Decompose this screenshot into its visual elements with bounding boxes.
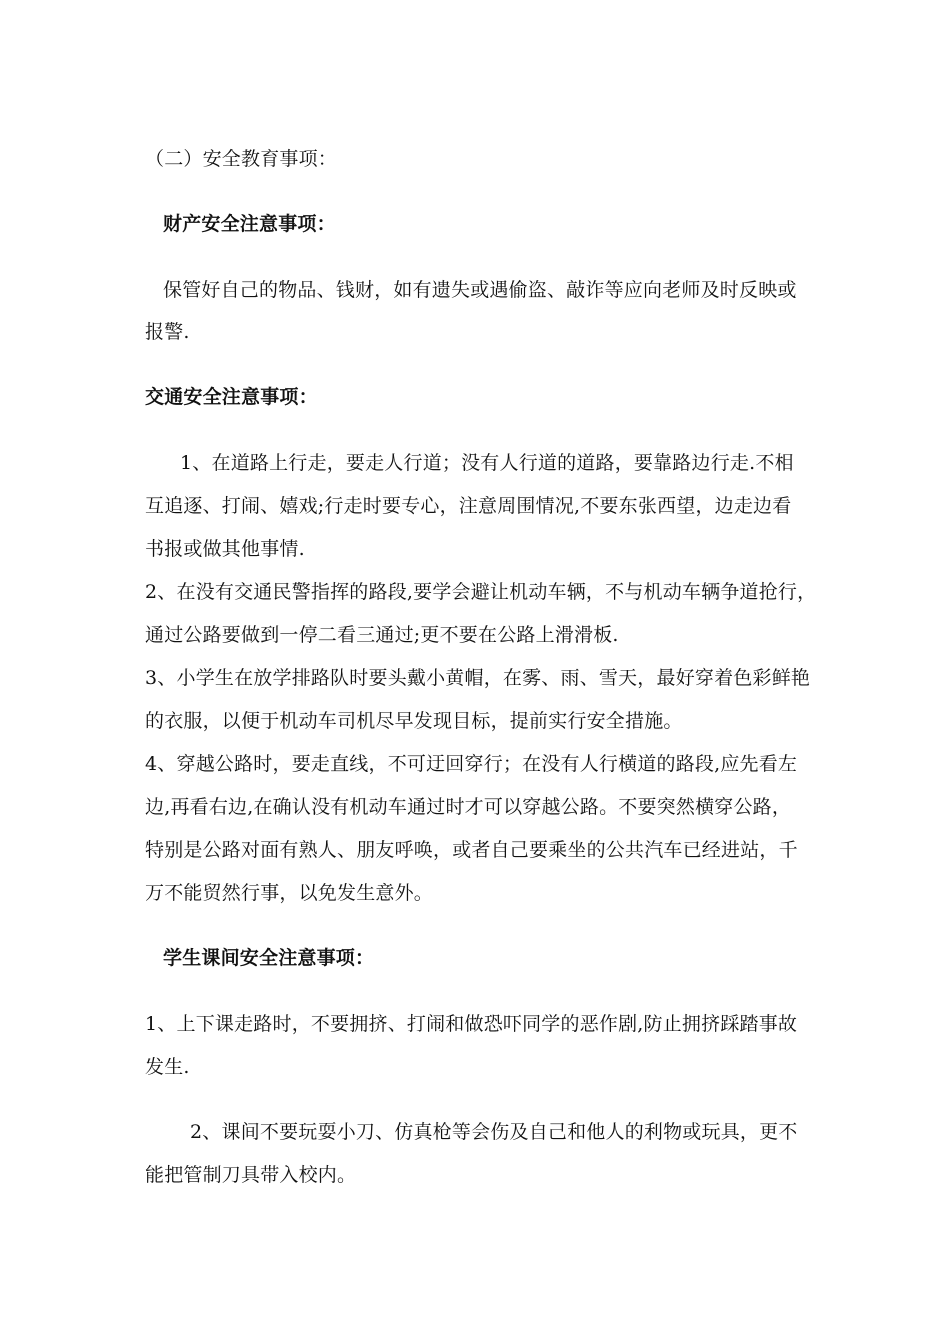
property-paragraph-line: 保管好自己的物品、钱财，如有遗失或遇偷盗、敲诈等应向老师及时反映或 xyxy=(163,279,797,301)
recess-item-line: 发生. xyxy=(145,1056,190,1078)
recess-safety-heading: 学生课间安全注意事项： xyxy=(163,947,375,969)
traffic-item-line: 通过公路要做到一停二看三通过;更不要在公路上滑滑板. xyxy=(145,624,619,646)
traffic-safety-heading: 交通安全注意事项： xyxy=(145,386,318,408)
traffic-item-line: 万不能贸然行事，以免发生意外。 xyxy=(145,882,434,904)
section-heading: （二）安全教育事项： xyxy=(145,148,338,170)
traffic-item-line: 4、穿越公路时，要走直线，不可迂回穿行；在没有人行横道的路段,应先看左 xyxy=(145,753,798,775)
traffic-item-line: 3、小学生在放学排路队时要头戴小黄帽，在雾、雨、雪天，最好穿着色彩鲜艳 xyxy=(145,667,811,689)
traffic-item-line: 的衣服，以便于机动车司机尽早发现目标，提前实行安全措施。 xyxy=(145,710,683,732)
traffic-item-line: 书报或做其他事情. xyxy=(145,538,305,560)
traffic-item-line: 边,再看右边,在确认没有机动车通过时才可以穿越公路。不要突然横穿公路， xyxy=(145,796,792,818)
traffic-item-line: 2、在没有交通民警指挥的路段,要学会避让机动车辆，不与机动车辆争道抢行， xyxy=(145,581,817,603)
traffic-item-line: 互追逐、打闹、嬉戏;行走时要专心，注意周围情况,不要东张西望，边走边看 xyxy=(145,495,792,517)
recess-item-line: 能把管制刀具带入校内。 xyxy=(145,1164,357,1186)
traffic-item-line: 特别是公路对面有熟人、朋友呼唤，或者自己要乘坐的公共汽车已经进站，千 xyxy=(145,839,798,861)
property-paragraph-line: 报警. xyxy=(145,321,190,343)
traffic-item-line: 1、在道路上行走，要走人行道；没有人行道的道路，要靠路边行走.不相 xyxy=(180,452,794,474)
property-safety-heading: 财产安全注意事项： xyxy=(163,213,336,235)
recess-item-line: 2、课间不要玩耍小刀、仿真枪等会伤及自己和他人的利物或玩具，更不 xyxy=(190,1121,798,1143)
recess-item-line: 1、上下课走路时，不要拥挤、打闹和做恐吓同学的恶作剧,防止拥挤踩踏事故 xyxy=(145,1013,798,1035)
